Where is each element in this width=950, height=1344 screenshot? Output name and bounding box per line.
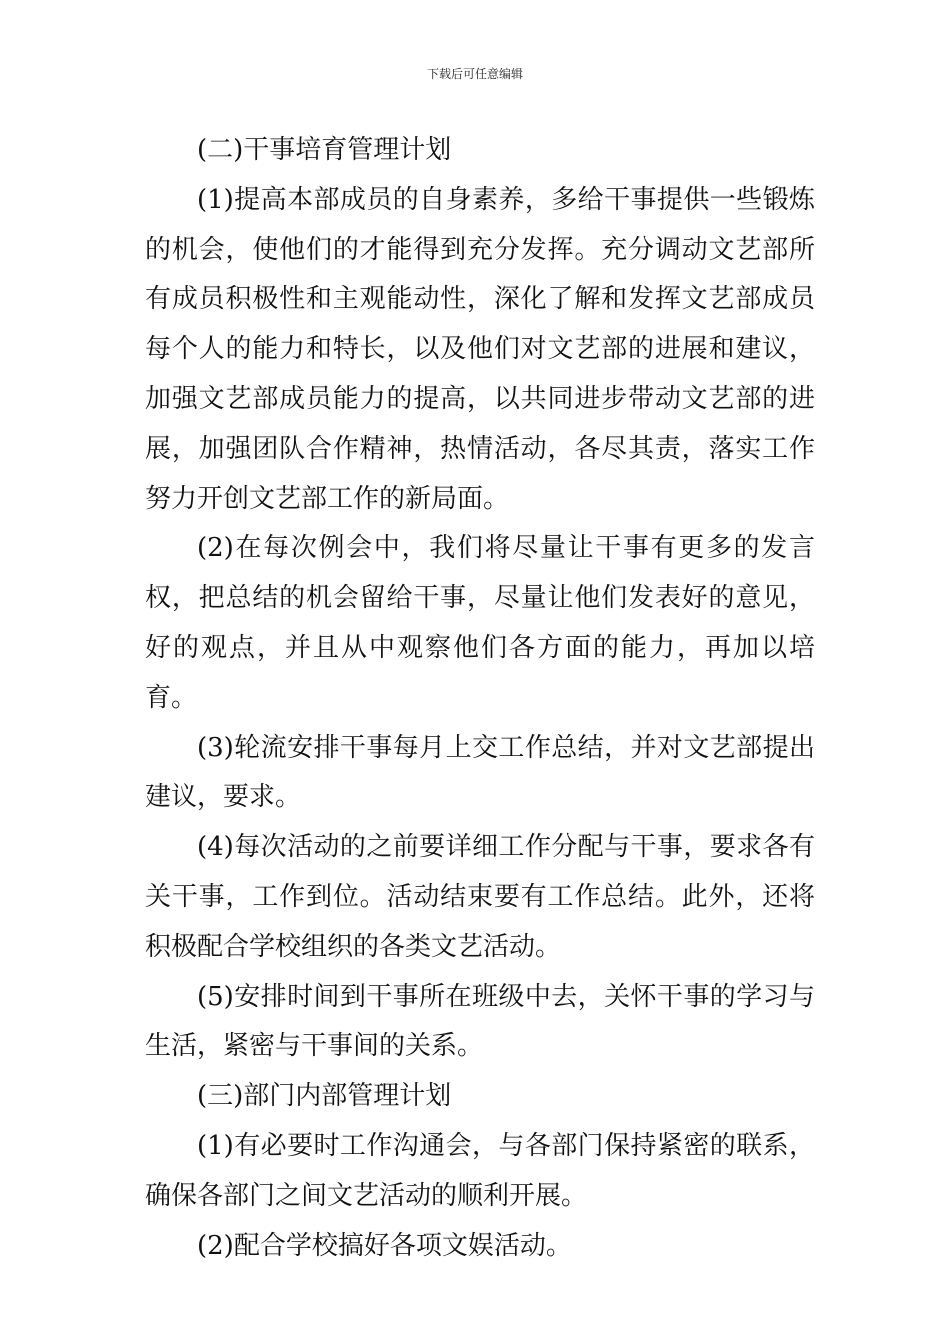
paragraph-item-internal-2: (2)配合学校搞好各项文娱活动。 — [197, 1230, 572, 1261]
paragraph-item-4: (4)每次活动的之前要详细工作分配与干事，要求各有关干事，工作到位。活动结束要有工作总结。此外，还将积极配合学校组织的各类文艺活动。 — [145, 832, 815, 962]
section-heading-cadre-training: (二)干事培育管理计划 — [197, 135, 452, 165]
document-body — [145, 126, 815, 1271]
paragraph-item-2: (2)在每次例会中，我们将尽量让干事有更多的发言权，把总结的机会留给干事，尽量让他们发表好的意见，好的观点，并且从中观察他们各方面的能力，再加以培育。 — [145, 533, 815, 713]
page-header-note: 下载后可任意编辑 — [426, 67, 523, 81]
paragraph-item-5: (5)安排时间到干事所在班级中去，关怀干事的学习与生活，紧密与干事间的关系。 — [145, 981, 815, 1062]
paragraph-item-1: (1)提高本部成员的自身素养，多给干事提供一些锻炼的机会，使他们的才能得到充分发挥。充分调动文艺部所有成员积极性和主观能动性，深化了解和发挥文艺部成员每个人的能力和特长，以及他们对文艺部的进展和建议，加强文艺部成员能力的提高，以共同进步带动文艺部的进展，加强团队合作精神，热情活动，各尽其责，落实工作努力开创文艺部工作的新局面。 — [145, 184, 815, 514]
section-heading-internal-management: (三)部门内部管理计划 — [197, 1081, 452, 1112]
paragraph-item-3: (3)轮流安排干事每月上交工作总结，并对文艺部提出建议，要求。 — [145, 732, 815, 813]
paragraph-item-internal-1: (1)有必要时工作沟通会，与各部门保持紧密的联系，确保各部门之间文艺活动的顺利开展。 — [145, 1130, 815, 1211]
